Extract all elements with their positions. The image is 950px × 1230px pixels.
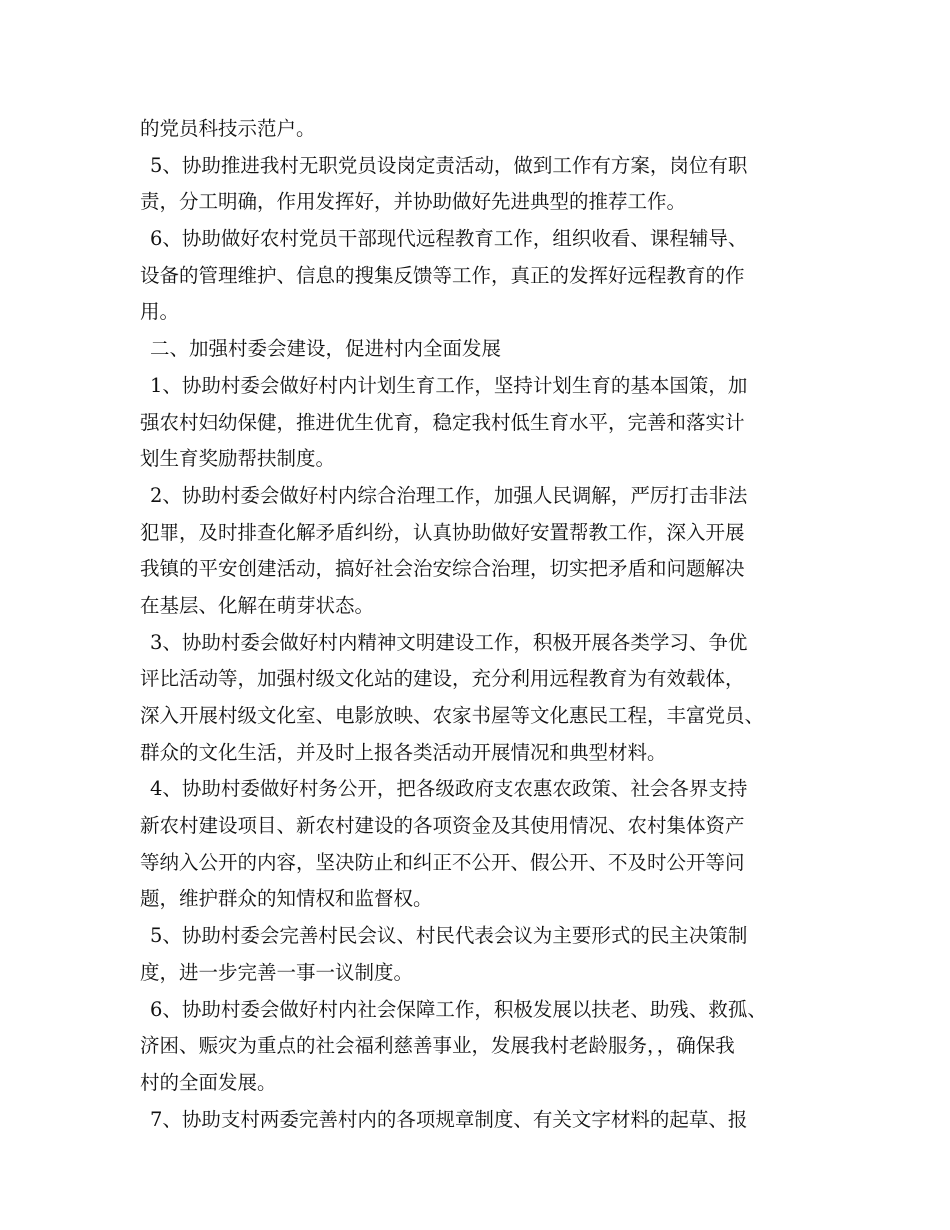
text-line: 在基层、化解在萌芽状态。 <box>140 593 375 617</box>
text-line: 2、协助村委会做好村内综合治理工作，加强人民调解，严厉打击非法 <box>150 483 748 507</box>
text-line: 1、协助村委会做好村内计划生育工作，坚持计划生育的基本国策，加 <box>150 373 748 397</box>
text-line: 题，维护群众的知情权和监督权。 <box>140 887 433 911</box>
text-line: 划生育奖励帮扶制度。 <box>140 447 336 471</box>
text-line: 村的全面发展。 <box>140 1070 277 1094</box>
text-line: 评比活动等，加强村级文化站的建设，充分利用远程教育为有效载体， <box>140 667 745 691</box>
text-line: 济困、赈灾为重点的社会福利慈善事业，发展我村老龄服务，，确保我 <box>140 1034 735 1058</box>
text-line: 设备的管理维护、信息的搜集反馈等工作，真正的发挥好远程教育的作 <box>140 263 745 287</box>
section-heading: 二、加强村委会建设，促进村内全面发展 <box>150 337 502 361</box>
text-line: 新农村建设项目、新农村建设的各项资金及其使用情况、农村集体资产 <box>140 814 745 838</box>
text-line: 用。 <box>140 300 180 324</box>
text-line: 3、协助村委会做好村内精神文明建设工作，积极开展各类学习、争优 <box>150 630 748 654</box>
text-line: 强农村妇幼保健，推进优生优育，稳定我村低生育水平，完善和落实计 <box>140 410 745 434</box>
text-line: 度，进一步完善一事一议制度。 <box>140 960 414 984</box>
text-line: 的党员科技示范户。 <box>140 117 316 140</box>
text-line: 群众的文化生活，并及时上报各类活动开展情况和典型材料。 <box>140 740 667 764</box>
text-line: 5、协助村委会完善村民会议、村民代表会议为主要形式的民主决策制 <box>150 924 748 948</box>
text-line: 犯罪，及时排查化解矛盾纠纷，认真协助做好安置帮教工作，深入开展 <box>140 520 745 544</box>
text-line: 等纳入公开的内容，坚决防止和纠正不公开、假公开、不及时公开等问 <box>140 850 745 874</box>
document-body <box>140 111 840 1138</box>
text-line: 我镇的平安创建活动，搞好社会治安综合治理，切实把矛盾和问题解决 <box>140 557 745 581</box>
text-line: 深入开展村级文化室、电影放映、农家书屋等文化惠民工程，丰富党员、 <box>140 704 765 727</box>
text-line: 责，分工明确，作用发挥好，并协助做好先进典型的推荐工作。 <box>140 190 687 214</box>
text-line: 6、协助村委会做好村内社会保障工作，积极发展以扶老、助残、救孤、 <box>150 997 767 1021</box>
text-line: 4、协助村委做好村务公开，把各级政府支农惠农政策、社会各界支持 <box>150 777 748 801</box>
text-line: 6、协助做好农村党员干部现代远程教育工作，组织收看、课程辅导、 <box>150 227 748 251</box>
text-line: 5、协助推进我村无职党员设岗定责活动，做到工作有方案，岗位有职 <box>150 153 748 177</box>
text-line: 7、协助支村两委完善村内的各项规章制度、有关文字材料的起草、报 <box>150 1107 748 1131</box>
